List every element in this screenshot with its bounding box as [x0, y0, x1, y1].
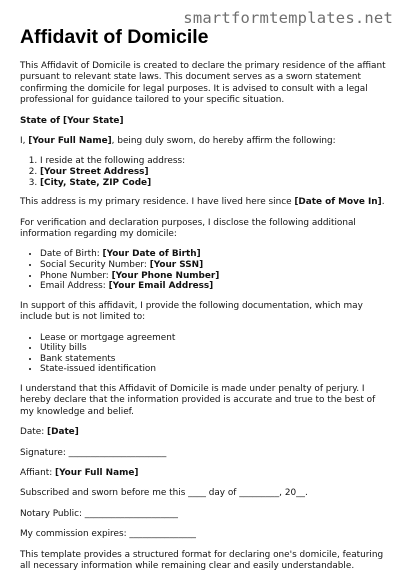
residence-prefix: This address is my primary residence. I have lived here since — [20, 197, 295, 208]
affirm-suffix: , being duly sworn, do hereby affirm the following: — [111, 136, 336, 147]
site-watermark: smartformtemplates.net — [183, 9, 393, 27]
perjury-paragraph: I understand that this Affidavit of Domicile is made under penalty of perjury. I hereby declare that the information provided is accurate and true to the best of my knowledge and belief. — [20, 384, 376, 417]
docs-list-item: • Utility bills — [40, 343, 390, 354]
commission-line: My commission expires: _______________ — [20, 529, 196, 540]
affiant-label: Affiant: — [20, 468, 56, 479]
footer-paragraph: This template provides a structured format for declaring one's domicile, featuring all necessary information while remaining clear and easily understandable. — [20, 549, 384, 572]
docs-list-item: • State-issued identification — [40, 364, 390, 375]
info-label: Email Address: — [40, 281, 109, 292]
docs-list-item: • Lease or mortgage agreement — [40, 333, 390, 344]
info-value: [Your Phone Number] — [111, 270, 220, 281]
info-list-item — [40, 249, 390, 260]
state-line — [20, 116, 390, 127]
info-list — [20, 249, 390, 291]
street-address-placeholder: [Your Street Address] — [40, 167, 149, 178]
move-in-date-placeholder: [Date of Move In] — [294, 197, 382, 208]
docs-list — [20, 333, 390, 375]
affiant-name-placeholder: [Your Full Name] — [55, 468, 139, 479]
address-list-item: 1. I reside at the following address: — [40, 156, 390, 167]
affirm-paragraph — [20, 136, 390, 147]
info-label: Date of Birth: — [40, 249, 103, 260]
info-label: Social Security Number: — [40, 260, 150, 271]
address-list — [20, 156, 390, 188]
info-list-item — [40, 260, 390, 271]
info-value: [Your Email Address] — [108, 281, 214, 292]
docs-list-item: • Bank statements — [40, 354, 390, 365]
address-list-item — [40, 178, 390, 189]
info-label: Phone Number: — [40, 270, 112, 281]
residence-suffix: . — [381, 197, 385, 208]
affirm-prefix: I, — [20, 136, 29, 147]
notary-line: Notary Public: _____________________ — [20, 508, 178, 519]
verification-intro: For verification and declaration purposes, I disclose the following additional information regarding my domicile: — [20, 217, 356, 240]
date-line — [20, 427, 390, 438]
full-name-placeholder: [Your Full Name] — [28, 136, 112, 147]
affiant-line — [20, 468, 390, 479]
document-body — [20, 26, 390, 581]
document-title: Affidavit of Domicile — [20, 26, 209, 48]
signature-line: Signature: ______________________ — [20, 447, 167, 458]
state-placeholder: State of [Your State] — [20, 115, 124, 126]
sworn-line: Subscribed and sworn before me this ____ day of _________, 20__. — [20, 488, 308, 499]
date-label: Date: — [20, 427, 48, 438]
info-value: [Your SSN] — [149, 260, 204, 271]
info-list-item — [40, 271, 390, 282]
city-state-zip-placeholder: [City, State, ZIP Code] — [40, 177, 152, 188]
date-placeholder: [Date] — [47, 427, 79, 438]
info-list-item — [40, 281, 390, 292]
info-value: [Your Date of Birth] — [102, 249, 201, 260]
address-list-item — [40, 167, 390, 178]
intro-paragraph: This Affidavit of Domicile is created to declare the primary residence of the affiant pursuant to relevant state laws. This document serves as a sworn statement confirming the domicile for legal purposes. It is advised to consult with a legal professional for guidance tailored to your specific situation. — [20, 61, 386, 106]
support-intro: In support of this affidavit, I provide the following documentation, which may include but is not limited to: — [20, 300, 363, 323]
primary-residence-paragraph — [20, 197, 390, 208]
